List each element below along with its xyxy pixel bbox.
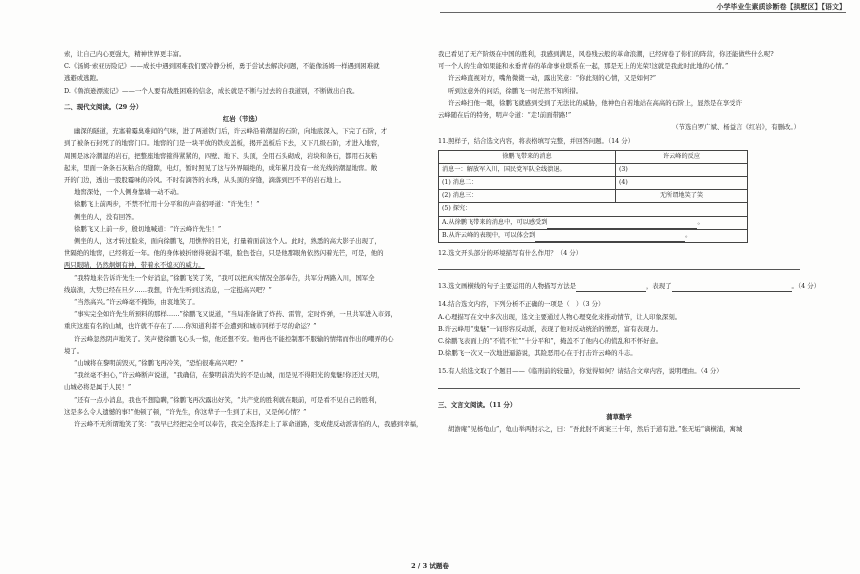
table-cell[interactable]: (3) [616, 163, 748, 176]
classical-text-line: 胡澹庵“见杨龟山”，龟山举两肘示之，曰：“吾此肘不离案三十年，然后于道有进。”张无垢“谪横浦，寓城 [448, 425, 743, 434]
question-13: 13.选文画横线的句子主要运用的人物描写方法是 ，表现了 。（4 分） [438, 280, 800, 292]
text-line: 开的门边，透出一股股霉味的冷风。不时有滴答的水珠，从头顶的穿缝，滴落到凹不平的岩石地上。 [64, 176, 346, 185]
table-cell[interactable]: (2) 消息三： [439, 190, 616, 203]
text-line: 许云峰扫他一眼，徐鹏飞就感到受到了无法比的威胁，他神色自若地站在高高的石阶上，显然是在享受许 [448, 98, 742, 107]
table-cell-a[interactable]: A.从徐鹏飞带来的消息中，可以感受到 。 [439, 216, 748, 229]
text-line: “当然高兴。”许云峰毫不掩饰，由衷地笑了。 [74, 298, 199, 307]
answer-line[interactable] [438, 259, 800, 270]
text-line: 山城必将是属于人民！” [64, 383, 132, 392]
table-cell: 消息一：解放军入川，国民党军队全线溃退。 [439, 163, 616, 176]
passage-continuation [438, 48, 800, 133]
text-line: 可一个人的生命如果能和永垂青春的革命事业联系在一起，那是无上的光荣!这就是我此时此地的心情。” [438, 62, 729, 71]
header-rule [440, 12, 846, 13]
question-15: 15.有人给选文取了个题目——《临刑前的较量》，你觉得如何？请结合文章内容，说明理由。（4 分） [438, 367, 723, 376]
table-cell-b[interactable]: B.从许云峰的表现中，可以体会到 。 [439, 229, 748, 242]
text-line: 徐鹏飞又上前一步，殷切地喊道：“许云峰许先生！” [74, 224, 222, 233]
answer-blank[interactable] [576, 283, 646, 292]
text-line: “我丝毫不担心，”许云峰断声说道，“我确信，在黎明前消失的不是山城，而是见不得阳光的鬼魅!你还过天明， [74, 371, 384, 380]
table-head-reaction: 许云峰的反应 [616, 150, 748, 163]
page-footer: 2 / 3 试题卷 [411, 562, 449, 570]
text-line: “还有一点小消息，我也不想隐瞒，”徐鹏飞再次露出好笑，“共产党的胜利就在眼前，可是看不见自己的胜利， [74, 395, 381, 404]
text-line: 起来，里面一条条石灰粘合的缝隙，电灯，暂时照见了这与外界隔绝的，成年累月没有一丝光线的潮湿地窖。敞 [64, 163, 378, 172]
text-line: 徐鹏飞上前两步，不禁不忙用十分平和的声音招呼道：“许先生！” [74, 200, 260, 209]
text-line: 两只眼睛，仍然炯炯有神，带着永不熄灭的威力。 [64, 261, 205, 270]
text-line: 许云峰直视对方，嘴角微微一动，露出笑意：“你此刻的心情，又是如何?” [448, 74, 657, 83]
section-3-heading: 三、文言文阅读。（11 分） [438, 400, 517, 409]
table-cell[interactable]: (4) [616, 177, 748, 190]
text-line: 逃避或逃跑。 [64, 74, 103, 83]
text-line: 许云峰忽然阴声地笑了。笑声使徐鹏飞心头一惊，他还想不安。他再也不能控制那不服输的情绪而作出的嘲弄的心 [74, 334, 394, 343]
q14-option-c: C.徐鹏飞表面上的“不慌不忙”“十分平和”，掩盖不了他内心的慌乱和不怀好意。 [438, 337, 663, 346]
table-cell[interactable]: (1) 消息二： [439, 177, 616, 190]
exam-header-title: 小学毕业生素质诊断卷【拱墅区】【语文】 [716, 2, 846, 11]
text-line: 重庆这座有名的山城，也许就不存在了……你知道利者不会遭到和城市同样于尽的命运？” [64, 322, 317, 331]
table-head-news: 徐鹏飞带来的消息 [439, 150, 616, 163]
text-line: 红岩（节选） [222, 115, 262, 124]
answer-blank[interactable] [672, 283, 792, 292]
text-line: D.《鲁滨逊漂流记》——一个人要有战胜困难的信念，成长就是不断与过去的自我道别，不断做出自我。 [64, 86, 359, 95]
q14-option-b: B.许云峰用“鬼魅”一词形容反动派，表现了他对反动统治的憎恶，富有表现力。 [438, 324, 663, 333]
left-column [64, 48, 423, 430]
question-14: 14.结合选文内容，下列分析不正确的一项是（ ）（3 分） [438, 300, 605, 309]
text-line: 侧坐的人，这才转过脸来，面向徐鹏飞，用憔悴的目光，打量着面前这个人。此时，熟悉的高大影子出现了， [74, 237, 381, 246]
text-line: 许云峰不无所谓地笑了笑：“我早已经把完全可以奉告，我完全选择走上了革命道路，变成使反动派害怕的人，我感到幸福， [74, 420, 423, 429]
text-line: 幽深的隧道，充塞着霉臭难闻的气味，进了两道铁门后，许云峰沿着潮湿的石阶，向地底深入，下完了石阶，才 [74, 127, 388, 136]
q14-option-d: D.徐鹏飞一次又一次地进逼游说，其险恶用心在于打击许云峰的斗志。 [438, 349, 637, 358]
table-cell: 无所谓地笑了笑 [616, 190, 748, 203]
text-line: 听到这意外的问话，徐鹏飞一时茫然不知所措。 [448, 86, 583, 95]
answer-line[interactable] [438, 378, 800, 389]
text-line: 线崩溃，大势已经在旦夕……我想，许先生听到这消息，一定挺高兴吧？” [64, 285, 272, 294]
text-line: “我特地来告诉许先生一个好消息，”徐鹏飞笑了笑，“我可以把真实情况全部奉告，共军分两路入川，国军全 [74, 273, 375, 282]
question-11: 11.照样子，结合选文内容，将表格填写完整，并回答问题。（14 分） [438, 137, 635, 146]
table-cell-explore: (5) 探究： [439, 203, 748, 216]
text-line: 世隔绝的地窖，已经将近一年。他的身体被折磨得衰弱不堪，脸色苍白，只是他那眼角依然闪着光芒，可是，他的 [64, 249, 384, 258]
right-column [438, 48, 821, 435]
text-line: 索，让自己内心更强大，精神世界更丰富。 [64, 50, 186, 58]
classical-text-title: 蒲草勤学 [606, 412, 632, 421]
text-line: 到了被条石封死了的地窖门口。地窖的门是一块平放的铁皮盖板，揭开盖板后下去，又下几级石阶，才进入地窖， [64, 139, 384, 148]
text-line: “事实完全如许先生所预料的那样……”徐鹏飞又说道，“当局准备做了炸药、雷管，定时炸弹，一旦共军进入市郊， [74, 310, 397, 319]
q14-option-a: A.心理描写在文中多次出现，选文主要通过人物心理变化来推动情节，让人印象深刻。 [438, 312, 682, 321]
text-line: 我已看见了无产阶级在中国的胜利，我感到满足，风卷残云般的革命浪潮，已经席卷了你们的阵营，你还能做些什么呢? [438, 50, 774, 58]
text-line: 地窖深处，一个人侧身靠墙一动不动。 [74, 188, 183, 197]
answer-table [438, 150, 748, 243]
text-line: 二、现代文阅读。（29 分） [64, 102, 143, 111]
text-line: C.《汤姆·索亚历险记》——成长中遇到困难我们要冷静分析，勇于尝试去解决问题，不能像汤姆一样遇到困难就 [64, 62, 380, 71]
text-line: 侧坐的人，没有回答。 [74, 212, 138, 221]
text-line: 周围是冰冷潮湿的岩石，把整座地窖箍得紧紧的，四壁、地下、头顶，全用石头砌成，岩块和条石，都用石灰粘 [64, 151, 378, 160]
question-12: 12.选文开头部分的环境描写有什么作用？（4 分） [438, 249, 583, 258]
text-line: “山城将在黎明前毁灭，”徐鹏飞再冷笑，“恐怕很难高兴吧？” [74, 359, 244, 368]
text-line: 云峰随在后的特务，明声令道：“走!前面带路!” [438, 111, 572, 120]
text-line: 这是多么令人遗憾的事!”他顿了顿，“许先生，你这辈子一生到了末日，又是何心情？” [64, 407, 307, 416]
text-line: 境了。 [64, 346, 84, 355]
text-line: （节选自罗广斌、杨益言《红岩》，有删改。） [672, 123, 800, 132]
